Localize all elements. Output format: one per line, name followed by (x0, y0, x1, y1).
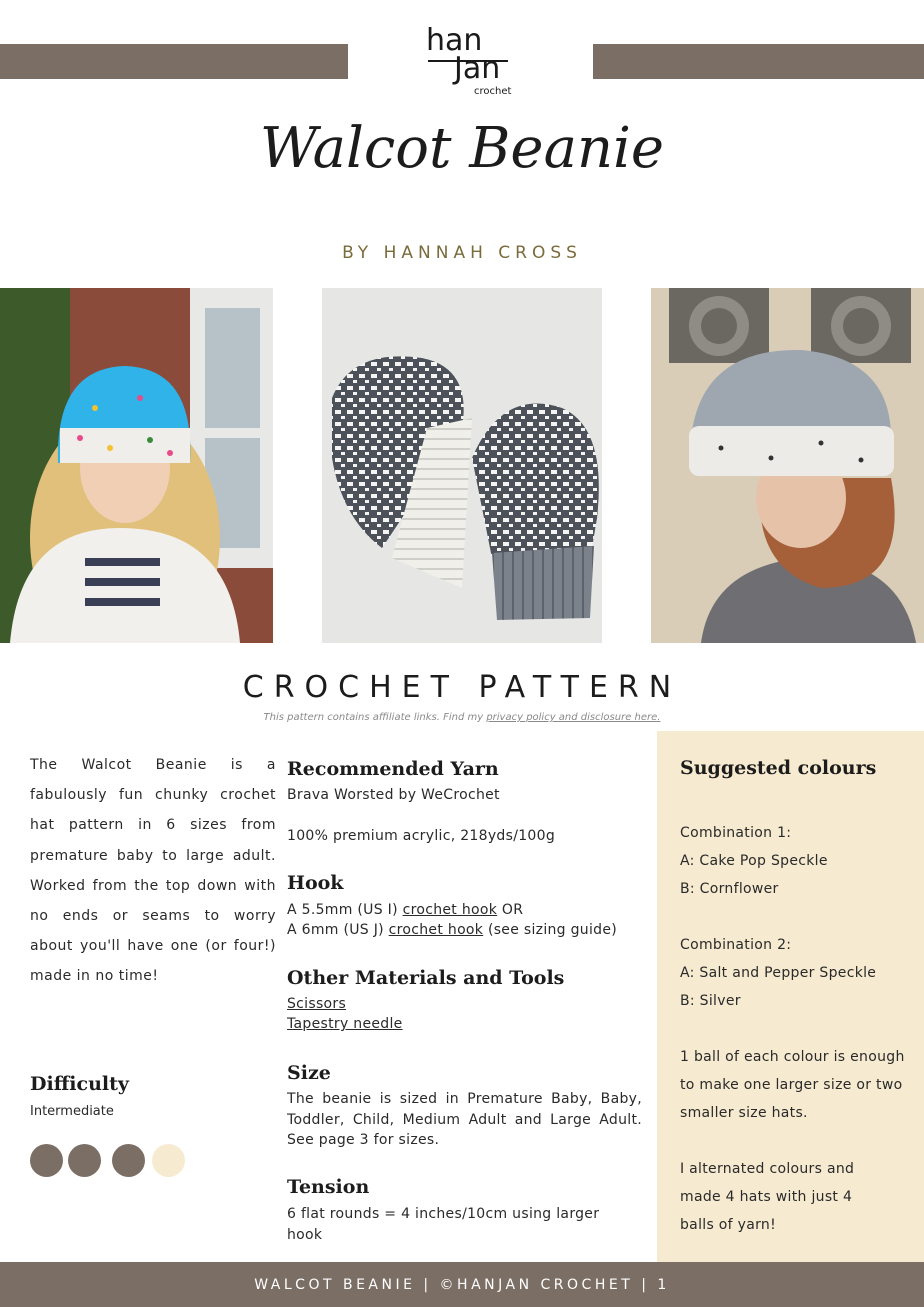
scissors-link[interactable]: Scissors (287, 996, 347, 1012)
difficulty-dot (68, 1144, 101, 1177)
combo2-b: B: Silver (680, 993, 741, 1009)
logo-line-2: Jan (454, 51, 501, 86)
yarn-name: Brava Worsted by WeCrochet (287, 787, 500, 803)
size-text: The beanie is sized in Premature Baby, Baby, Toddler, Child, Medium Adult and Large Adult. See page 3 for sizes. (287, 1091, 642, 1148)
logo-line-1: han (426, 23, 483, 58)
affiliate-prefix: This pattern contains affiliate links. Find my (263, 712, 487, 723)
affiliate-note (0, 712, 924, 723)
hook-heading: Hook (287, 872, 344, 894)
intro-text: The Walcot Beanie is a fabulously fun chunky crochet hat pattern in 6 sizes from premature baby to large adult. Worked from the top down with no ends or seams to worry about you'll have one (or four!) made in no time! (30, 757, 276, 985)
photo-girl-beanie (0, 288, 273, 643)
difficulty-dot (30, 1144, 63, 1177)
crochet-hook-link[interactable]: crochet hook (388, 922, 484, 938)
yarn-heading: Recommended Yarn (287, 758, 499, 780)
tapestry-needle-link[interactable]: Tapestry needle (287, 1016, 403, 1032)
hanjan-logo (420, 24, 520, 100)
combo1-b: B: Cornflower (680, 881, 779, 897)
combo1-a: A: Cake Pop Speckle (680, 853, 828, 869)
colour-note-1: 1 ball of each colour is enough to make one larger size or two smaller size hats. (680, 1049, 905, 1121)
materials-heading: Other Materials and Tools (287, 967, 565, 989)
combo2-label: Combination 2: (680, 937, 792, 953)
crochet-hook-link[interactable]: crochet hook (402, 902, 498, 918)
hook-line-2: A 6mm (US J) crochet hook (see sizing guide) (287, 922, 618, 938)
footer-text: WALCOT BEANIE | ©HANJAN CROCHET | 1 (254, 1277, 670, 1293)
byline: BY HANNAH CROSS (342, 243, 582, 263)
size-heading: Size (287, 1062, 331, 1084)
hook-line-1: A 5.5mm (US I) crochet hook OR (287, 902, 524, 918)
yarn-detail: 100% premium acrylic, 218yds/100g (287, 828, 556, 844)
difficulty-dot (152, 1144, 185, 1177)
combo2-a: A: Salt and Pepper Speckle (680, 965, 877, 981)
difficulty-value: Intermediate (30, 1104, 114, 1119)
privacy-policy-link[interactable]: privacy policy and disclosure here. (486, 712, 661, 723)
difficulty-dots (30, 1144, 200, 1178)
combo1-label: Combination 1: (680, 825, 792, 841)
header-bar-left (0, 44, 348, 79)
crochet-pattern-heading: CROCHET PATTERN (242, 670, 682, 705)
header-bar-right (593, 44, 924, 79)
pattern-title: Walcot Beanie (259, 116, 665, 181)
colour-note-2: I alternated colours and made 4 hats with just 4 balls of yarn! (680, 1161, 855, 1233)
photo-two-beanies (322, 288, 602, 643)
difficulty-heading: Difficulty (30, 1073, 129, 1095)
photo-woman-beanie (651, 288, 924, 643)
tension-heading: Tension (287, 1176, 370, 1198)
colours-heading: Suggested colours (680, 757, 877, 779)
tension-text: 6 flat rounds = 4 inches/10cm using larger hook (287, 1206, 600, 1243)
logo-line-3: crochet (474, 86, 512, 97)
difficulty-dot (112, 1144, 145, 1177)
